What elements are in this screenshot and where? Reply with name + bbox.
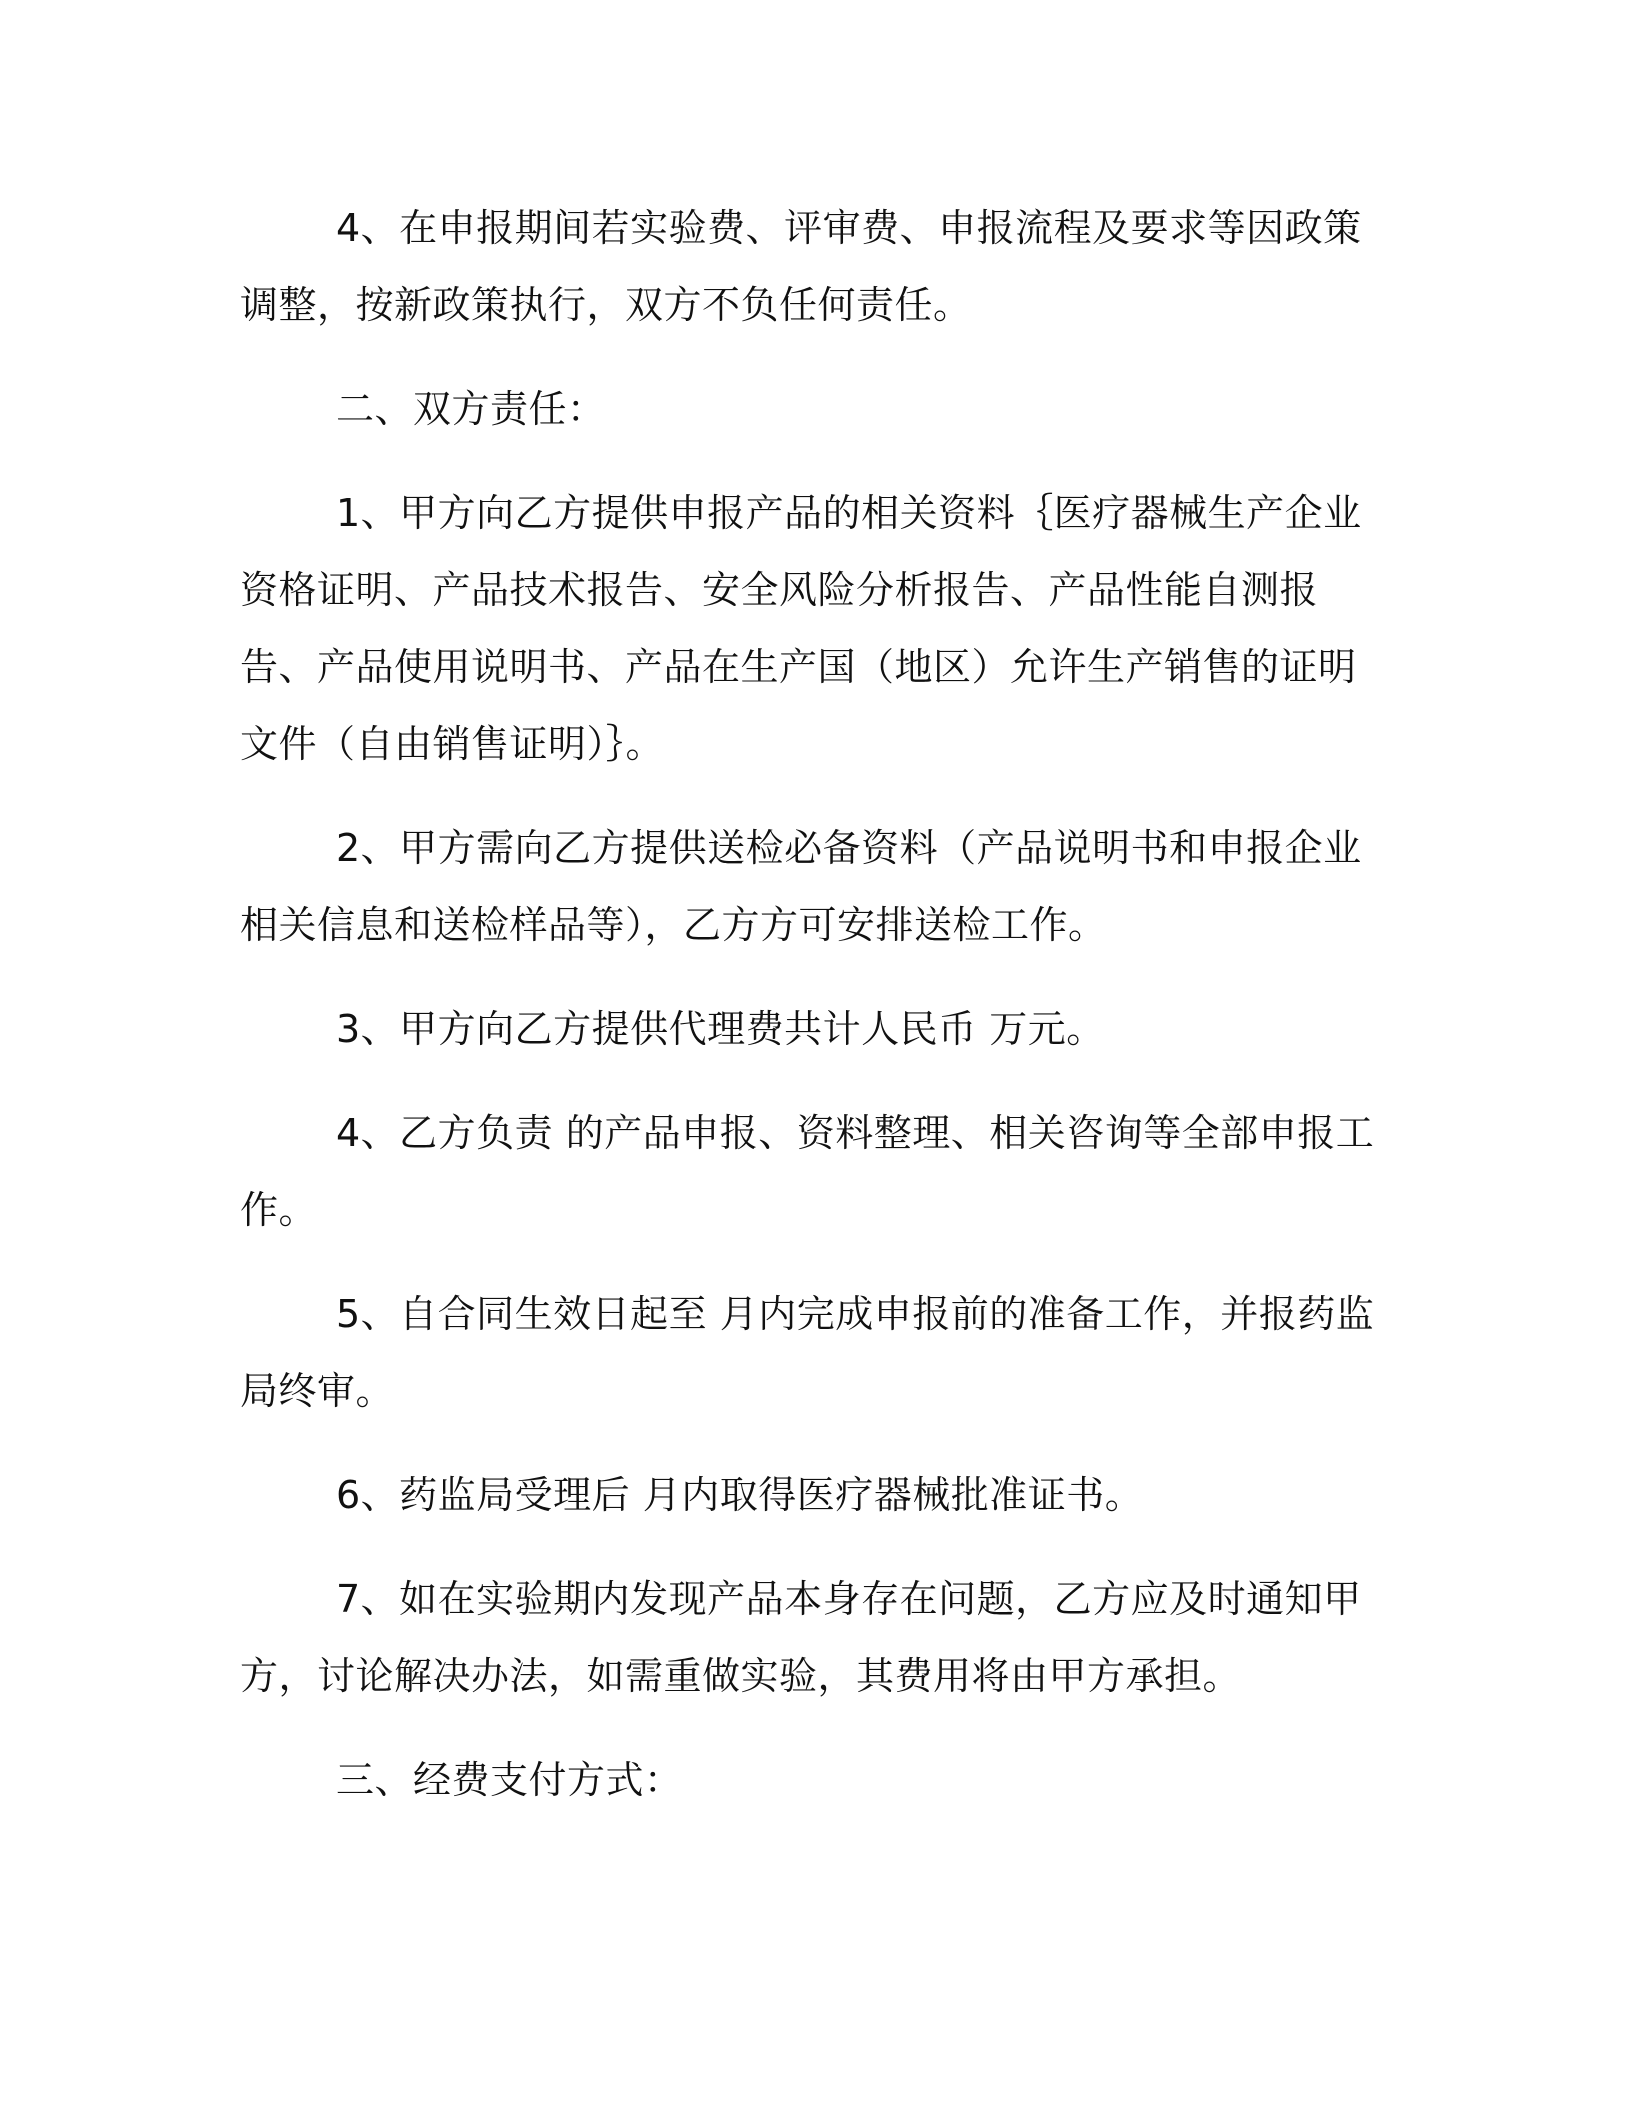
document-body <box>240 190 1390 1846</box>
paragraph-item-6: 6、药监局受理后 月内取得医疗器械批准证书。 <box>336 1473 1144 1517</box>
paragraph-item-4: 4、乙方负责 的产品申报、资料整理、相关咨询等全部申报工作。 <box>240 1111 1375 1232</box>
paragraph-policy-adjustment: 4、在申报期间若实验费、评审费、申报流程及要求等因政策调整，按新政策执行，双方不负任何责任。 <box>240 206 1362 327</box>
paragraph-item-3: 3、甲方向乙方提供代理费共计人民币 万元。 <box>336 1007 1105 1051</box>
paragraph-item-5: 5、自合同生效日起至 月内完成申报前的准备工作，并报药监局终审。 <box>240 1292 1375 1413</box>
paragraph-item-1: 1、甲方向乙方提供申报产品的相关资料｛医疗器械生产企业资格证明、产品技术报告、安全风险分析报告、产品性能自测报告、产品使用说明书、产品在生产国（地区）允许生产销售的证明文件（自由销售证明）｝。 <box>240 491 1362 766</box>
section-heading-payment: 三、经费支付方式： <box>336 1758 683 1802</box>
section-heading-responsibilities: 二、双方责任： <box>336 387 606 431</box>
paragraph-item-2: 2、甲方需向乙方提供送检必备资料（产品说明书和申报企业相关信息和送检样品等），乙方方可安排送检工作。 <box>240 826 1362 947</box>
paragraph-item-7: 7、如在实验期内发现产品本身存在问题，乙方应及时通知甲方，讨论解决办法，如需重做实验，其费用将由甲方承担。 <box>240 1577 1362 1698</box>
